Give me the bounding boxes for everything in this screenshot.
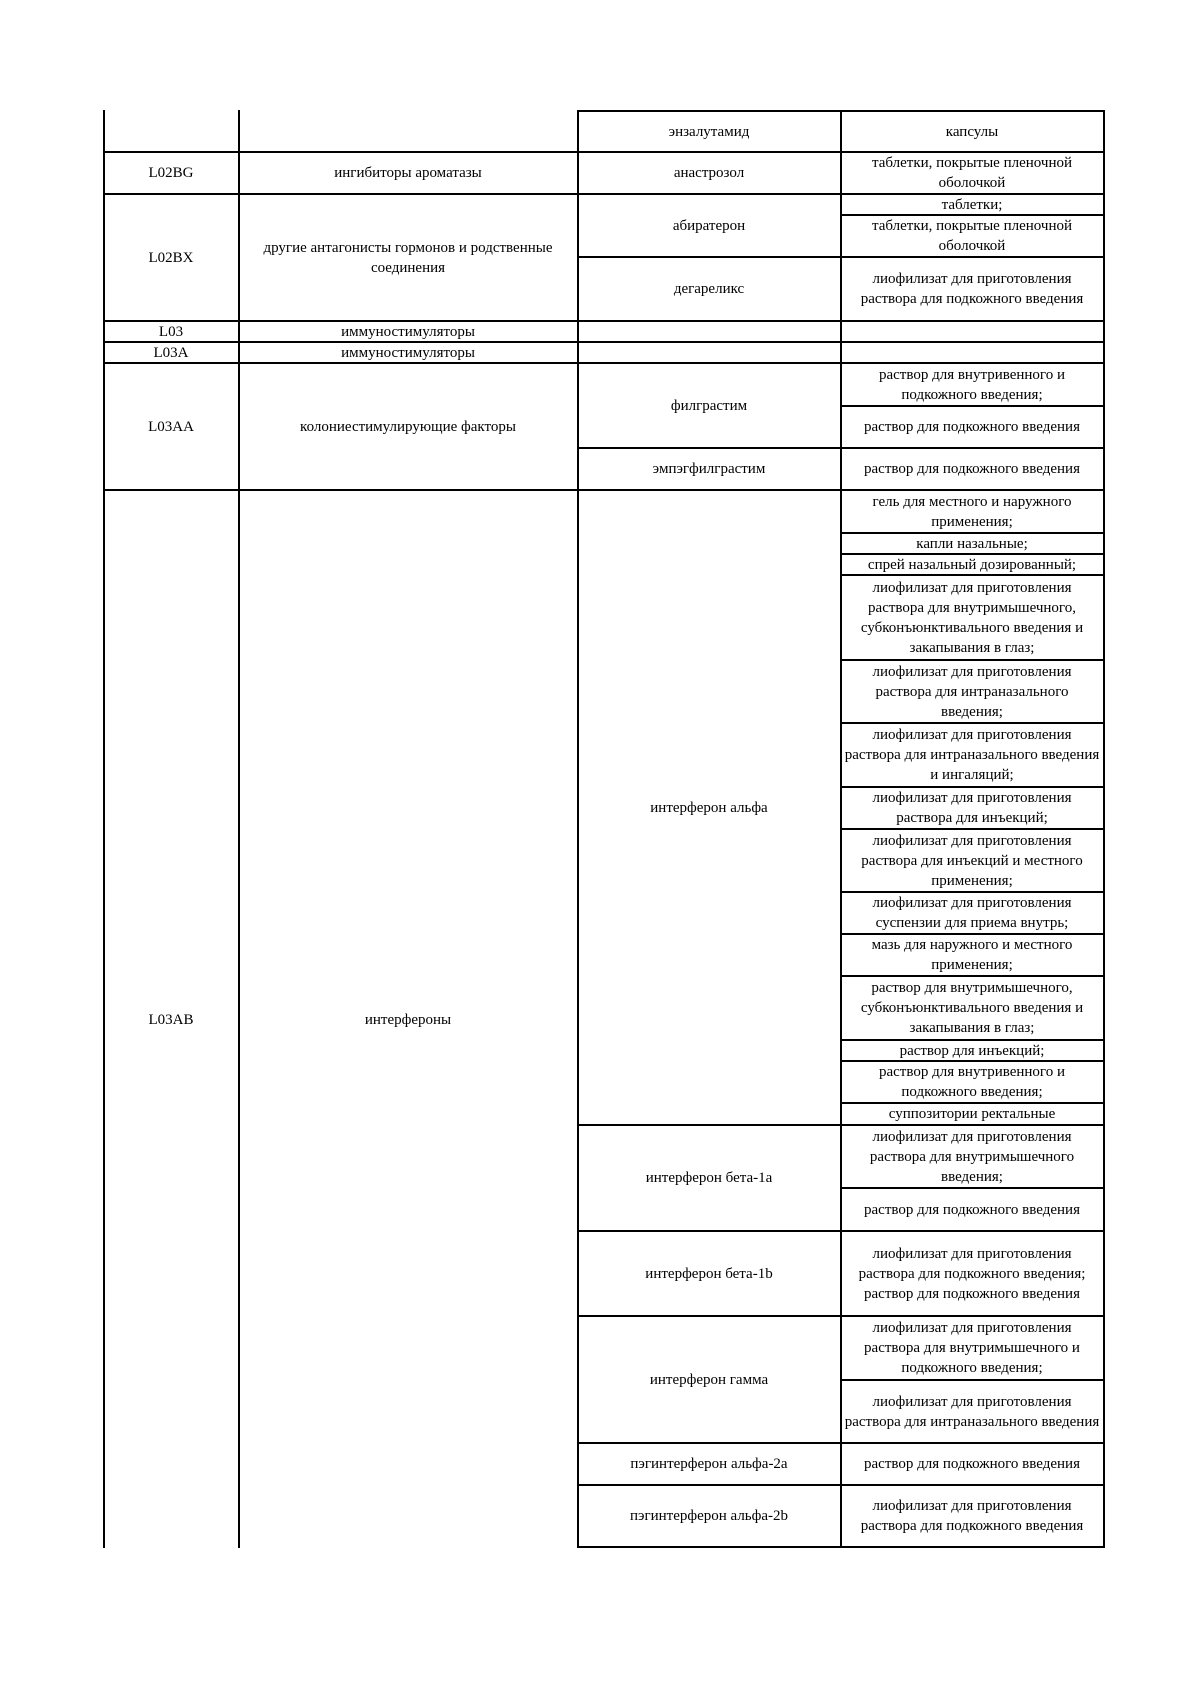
atc-code-cell: L03 [158,323,184,340]
form-cell: лиофилизат для приготовления раствора для интраназального введения [844,1393,1100,1430]
form-cell: раствор для внутримышечного, субконъюнктивального введения и закапывания в глаз; [860,980,1084,1036]
form-cell: таблетки; [941,196,1003,213]
drug-cell: дегареликс [673,281,745,297]
form-cell: мазь для наружного и местного применения; [871,937,1073,973]
drug-cell: анастрозол [673,165,745,181]
table-border-name-drug [577,110,579,1548]
drug-cell: эмпэгфилграстим [652,461,766,477]
form-cell: лиофилизат для приготовления раствора для интраназального введения и ингаляций; [844,727,1100,783]
atc-name-cell: иммуностимуляторы [341,323,475,340]
form-cell: раствор для внутривенного и подкожного введения; [878,1064,1065,1100]
atc-code-cell: L02BG [148,165,194,181]
drug-cell: интерферон бета-1b [645,1265,773,1282]
drug-cell: энзалутамид [668,123,750,140]
table-border-code-name [238,110,240,1548]
atc-code-cell: L02BX [148,249,194,266]
form-cell: лиофилизат для приготовления раствора для подкожного введения; раствор для подкожного введения [858,1245,1086,1302]
row-border [577,1546,1105,1548]
form-cell: гель для местного и наружного применения; [872,493,1072,530]
form-cell: капсулы [945,123,999,140]
atc-code-cell: L03AA [148,418,194,435]
drug-cell: пэгинтерферон альфа-2a [630,1456,788,1472]
form-cell: раствор для внутривенного и подкожного введения; [878,366,1065,403]
drug-cell: абиратерон [672,217,746,234]
form-cell: таблетки, покрытые пленочной оболочкой [871,218,1072,254]
form-cell: таблетки, покрытые пленочной оболочкой [871,155,1072,191]
atc-name-cell: ингибиторы ароматазы [334,165,482,181]
form-cell: лиофилизат для приготовления раствора для подкожного введения [860,1498,1084,1534]
form-cell: суппозитории ректальные [888,1106,1056,1122]
form-cell: лиофилизат для приготовления раствора для внутримышечного и подкожного введения; [864,1320,1080,1376]
form-cell: лиофилизат для приготовления раствора для инъекций; [872,790,1072,826]
drug-cell: филграстим [670,397,748,414]
form-cell: раствор для подкожного введения [864,461,1080,477]
form-cell: лиофилизат для приготовления раствора для подкожного введения [860,271,1084,307]
atc-name-cell: колониестимулирующие факторы [300,418,516,435]
atc-code-cell: L03A [153,344,189,361]
atc-name-cell: другие антагонисты гормонов и родственные соединения [263,239,553,276]
form-cell: лиофилизат для приготовления раствора для инъекций и местного применения; [861,832,1083,889]
form-cell: спрей назальный дозированный; [867,556,1077,573]
atc-name-cell: интерфероны [364,1011,452,1028]
form-cell: лиофилизат для приготовления суспензии для приема внутрь; [872,895,1072,931]
table-border-left [103,110,105,1548]
drug-cell: интерферон гамма [649,1371,769,1388]
form-cell: лиофилизат для приготовления раствора для интраназального введения; [872,663,1072,720]
drug-cell: пэгинтерферон альфа-2b [629,1508,789,1524]
form-cell: раствор для подкожного введения [864,1456,1080,1472]
form-cell: раствор для инъекций; [899,1042,1045,1059]
atc-name-cell: иммуностимуляторы [341,344,475,361]
form-cell: лиофилизат для приготовления раствора для внутримышечного, субконъюнктивального введения и закапывания в глаз; [860,579,1084,656]
form-cell: лиофилизат для приготовления раствора для внутримышечного введения; [869,1128,1075,1185]
form-cell: раствор для подкожного введения [864,419,1080,435]
drug-cell: интерферон альфа [650,799,768,816]
atc-code-cell: L03AB [148,1011,194,1028]
form-cell: раствор для подкожного введения [864,1201,1080,1218]
form-cell: капли назальные; [916,535,1028,552]
drug-cell: интерферон бета-1a [645,1170,773,1186]
